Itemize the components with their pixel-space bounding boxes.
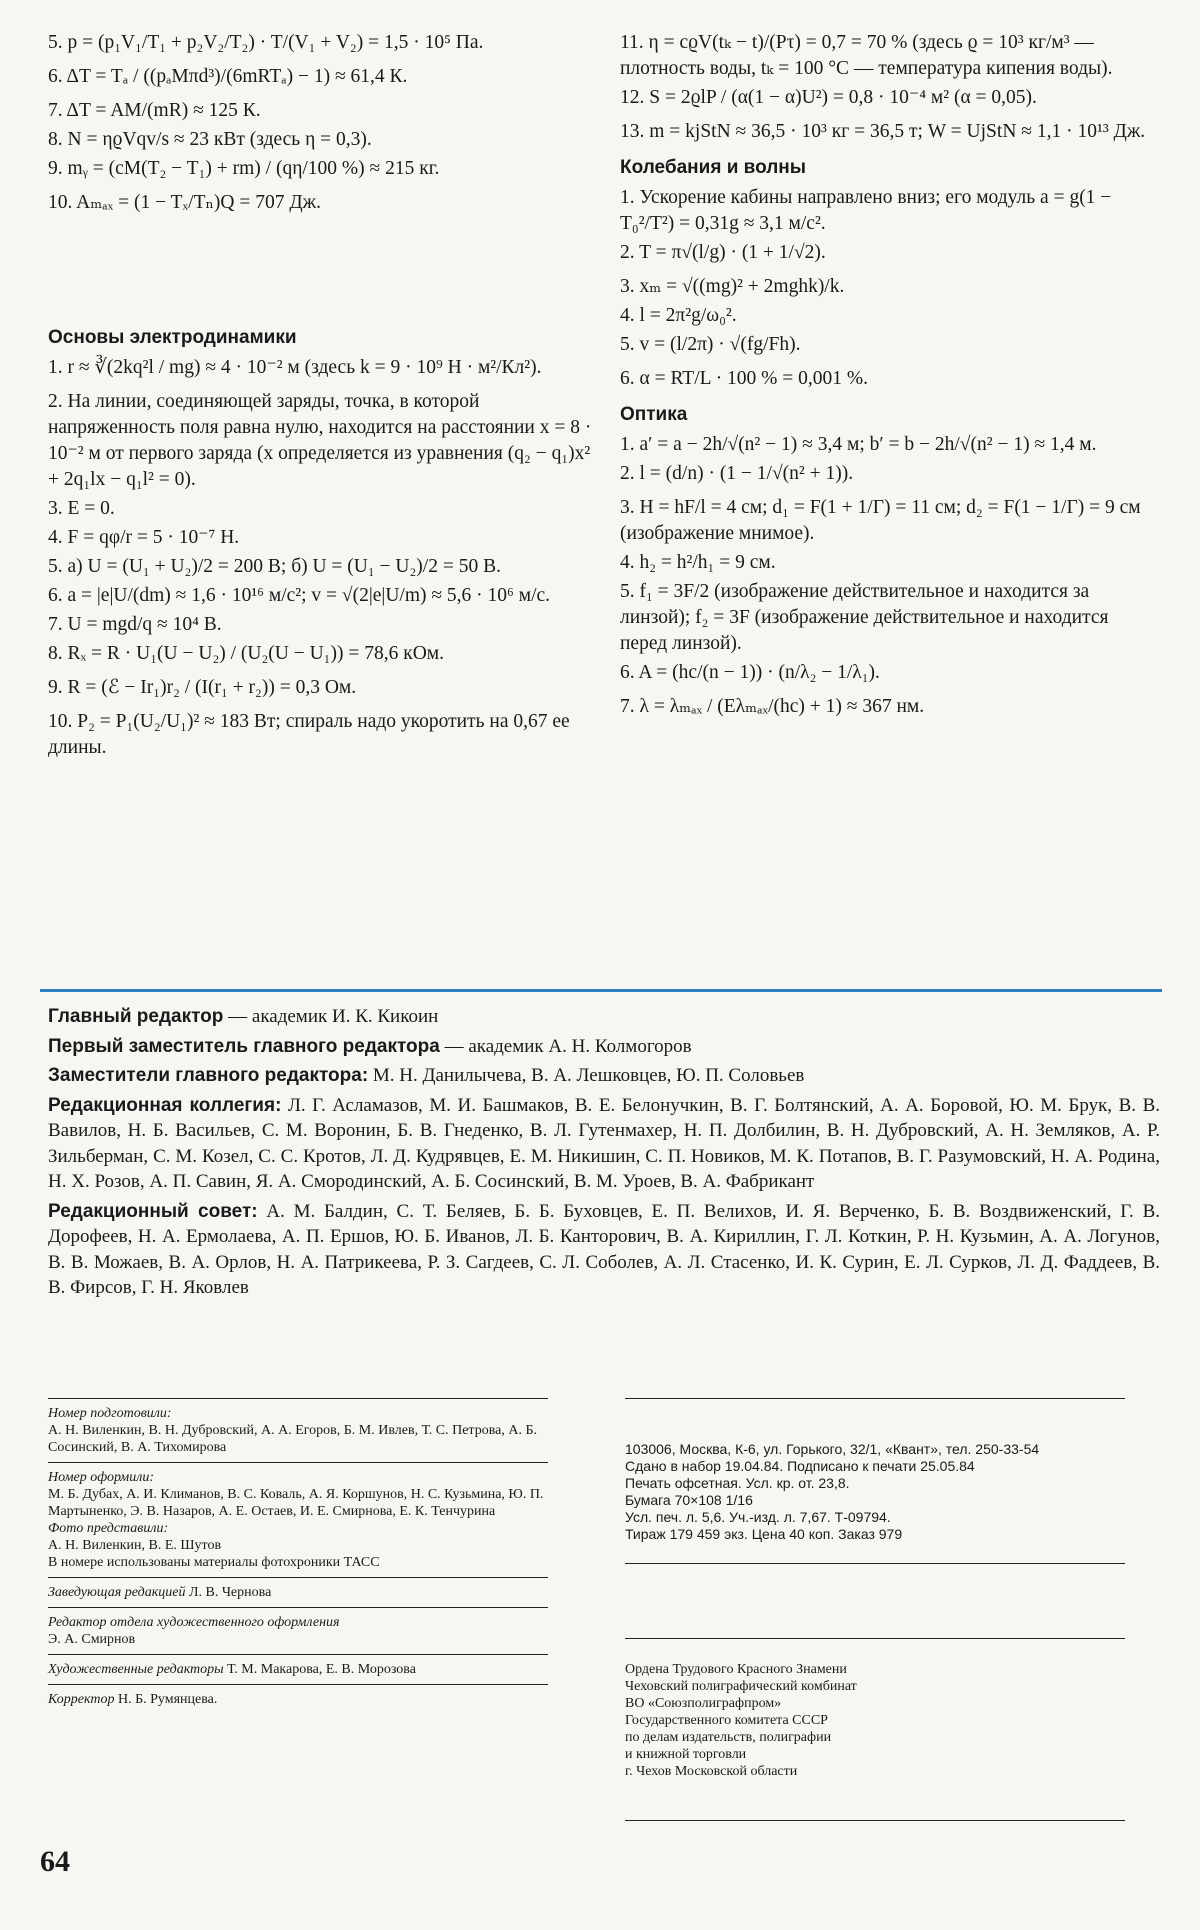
answer-thermo-12: 12. S = 2ϱlP / (α(1 − α)U²) = 0,8 · 10⁻⁴ м² (α = 0,05).	[620, 87, 1037, 108]
credits-prepared	[48, 1398, 548, 1462]
head-value: Л. В. Чернова	[185, 1585, 272, 1600]
answer-optics-6: 6. A = (hc/(n − 1)) · (n/λ₂ − 1/λ₁).	[620, 662, 880, 683]
head-label: Заведующая редакцией	[48, 1585, 186, 1600]
designed-label: Номер оформили:	[48, 1470, 154, 1485]
prepared-label: Номер подготовили:	[48, 1406, 172, 1421]
answer-waves-6: 6. α = RT/L · 100 % = 0,001 %.	[620, 368, 869, 389]
publication-imprint	[625, 1398, 1125, 1564]
imprint-print: Печать офсетная. Усл. кр. от. 23,8.	[625, 1475, 850, 1491]
section-title-optics: Оптика	[620, 404, 688, 425]
editorial-board	[48, 1093, 1160, 1195]
chief-editor-label: Главный редактор	[48, 1006, 224, 1027]
answer-optics-4: 4. h₂ = h²/h₁ = 9 см.	[620, 552, 776, 573]
answer-waves-2: 2. T = π√(l/g) · (1 + 1/√2).	[620, 242, 826, 263]
answer-optics-5: 5. f₁ = 3F/2 (изображение действительное и находится за линзой); f₂ = 3F (изображение действительное и находится перед линзой).	[620, 581, 1109, 654]
corrector-value: Н. Б. Румянцева.	[114, 1692, 218, 1707]
prepared-value: А. Н. Виленкин, В. Н. Дубровский, А. А. Егоров, Б. М. Ивлев, Т. С. Петрова, А. Б. Сосинский, В. А. Тихомирова	[48, 1423, 537, 1455]
section-title-electrodynamics: Основы электродинамики	[48, 327, 297, 348]
printer-line-3: ВО «Союзполиграфпром»	[625, 1696, 782, 1711]
editorial-council-label: Редакционный совет:	[48, 1200, 258, 1222]
answer-electro-5: 5. а) U = (U₁ + U₂)/2 = 200 В; б) U = (U₁ − U₂)/2 = 50 В.	[48, 556, 501, 577]
printer-line-1: Ордена Трудового Красного Знамени	[625, 1662, 847, 1677]
imprint-submitted: Сдано в набор 19.04.84. Подписано к печати 25.05.84	[625, 1458, 975, 1474]
printer-line-2: Чеховский полиграфический комбинат	[625, 1679, 857, 1694]
printer-imprint	[625, 1638, 1125, 1821]
tass-note: В номере использованы материалы фотохроники ТАСС	[48, 1555, 380, 1570]
photo-value: А. Н. Виленкин, В. Е. Шутов	[48, 1538, 222, 1553]
editorial-council	[48, 1199, 1160, 1301]
answer-thermo-6: 6. ΔT = Tₐ / ((pₐMπd³)/(6mRTₐ) − 1) ≈ 61,4 К.	[48, 66, 408, 87]
page-number: 64	[40, 1845, 70, 1878]
credits-art-editors	[48, 1654, 548, 1684]
answer-thermo-11: 11. η = cϱV(tₖ − t)/(Pτ) = 0,7 = 70 % (здесь ϱ = 10³ кг/м³ — плотность воды, tₖ = 100 °C — температура кипения воды).	[620, 32, 1113, 79]
answer-electro-7: 7. U = mgd/q ≈ 10⁴ В.	[48, 614, 222, 635]
imprint-bottom-rule	[625, 1563, 1125, 1564]
answer-waves-4: 4. l = 2π²g/ω₀².	[620, 305, 737, 326]
column-spacer	[48, 219, 603, 315]
answers-right-column	[620, 30, 1160, 723]
printer-bottom-rule	[625, 1820, 1125, 1821]
answer-thermo-7: 7. ΔT = AM/(mR) ≈ 125 К.	[48, 100, 261, 121]
answer-electro-10: 10. P₂ = P₁(U₂/U₁)² ≈ 183 Вт; спираль надо укоротить на 0,67 ее длины.	[48, 711, 570, 758]
first-deputy-line	[48, 1034, 1160, 1060]
answer-waves-3: 3. xₘ = √((mg)² + 2mghk)/k.	[620, 276, 845, 297]
answer-electro-1: 1. r ≈ ∛(2kq²l / mg) ≈ 4 · 10⁻² м (здесь k = 9 · 10⁹ Н · м²/Кл²).	[48, 357, 542, 378]
printer-line-6: и книжной торговли	[625, 1747, 747, 1762]
answer-thermo-13: 13. m = kjStN ≈ 36,5 · 10³ кг = 36,5 т; W = UjStN ≈ 1,1 · 10¹³ Дж.	[620, 121, 1146, 142]
editorial-board-label: Редакционная коллегия:	[48, 1094, 282, 1116]
credits-art-dept	[48, 1607, 548, 1654]
imprint-sheets: Усл. печ. л. 5,6. Уч.-изд. л. 7,67. Т-09794.	[625, 1509, 891, 1525]
answer-waves-5: 5. v = (l/2π) · √(fg/Fh).	[620, 334, 801, 355]
answers-left-column	[48, 30, 603, 764]
answer-optics-7: 7. λ = λₘₐₓ / (Eλₘₐₓ/(hc) + 1) ≈ 367 нм.	[620, 696, 925, 717]
editorial-board-value: Л. Г. Асламазов, М. И. Башмаков, В. Е. Белонучкин, В. Г. Болтянский, А. А. Боровой, Ю. М. Брук, В. В. Вавилов, Н. Б. Васильев, С. М. Воронин, Б. В. Гнеденко, В. Л. Гутенмахер, Н. П. Долбилин, В. Н. Дубровский, А. Н. Земляков, А. Р. Зильберман, С. М. Козел, С. С. Кротов, Л. Д. Кудрявцев, Е. М. Никишин, С. П. Новиков, М. К. Потапов, В. Г. Разумовский, Н. А. Родина, Н. Х. Розов, А. П. Савин, Я. А. Смородинский, А. Б. Сосинский, В. М. Уроев, В. А. Фабрикант	[48, 1094, 1160, 1192]
imprint-paper: Бумага 70×108 1/16	[625, 1492, 753, 1508]
chief-editor-line	[48, 1004, 1160, 1030]
imprint-run: Тираж 179 459 экз. Цена 40 коп. Заказ 979	[625, 1526, 903, 1542]
deputies-label: Заместители главного редактора:	[48, 1065, 369, 1086]
answer-electro-8: 8. Rₓ = R · U₁(U − U₂) / (U₂(U − U₁)) = 78,6 кОм.	[48, 643, 444, 664]
printer-line-7: г. Чехов Московской области	[625, 1764, 798, 1779]
imprint-address: 103006, Москва, К-6, ул. Горького, 32/1, «Квант», тел. 250-33-54	[625, 1441, 1040, 1457]
deputies-line	[48, 1063, 1160, 1089]
editorial-council-value: А. М. Балдин, С. Т. Беляев, Б. Б. Буховцев, Е. П. Велихов, И. Я. Верченко, Б. В. Воздвиженский, Г. В. Дорофеев, Н. А. Ермолаева, А. П. Ершов, Ю. Б. Иванов, Л. Б. Канторович, В. А. Кириллин, Г. Л. Коткин, Р. Н. Кузьмин, А. А. Логунов, В. В. Можаев, В. А. Орлов, Н. А. Патрикеева, Р. З. Сагдеев, С. Л. Соболев, А. Л. Стасенко, И. К. Сурин, Е. Л. Сурков, Л. Д. Фаддеев, В. В. Фирсов, Г. Н. Яковлев	[48, 1200, 1160, 1298]
printer-line-4: Государственного комитета СССР	[625, 1713, 828, 1728]
answer-optics-3: 3. H = hF/l = 4 см; d₁ = F(1 + 1/Γ) = 11 см; d₂ = F(1 − 1/Γ) = 9 см (изображение мнимое).	[620, 497, 1141, 544]
issue-credits	[48, 1398, 548, 1714]
answer-optics-1: 1. a′ = a − 2h/√(n² − 1) ≈ 3,4 м; b′ = b − 2h/√(n² − 1) ≈ 1,4 м.	[620, 434, 1097, 455]
blue-divider	[40, 989, 1162, 992]
answer-thermo-10: 10. Aₘₐₓ = (1 − Tₓ/Tₙ)Q = 707 Дж.	[48, 192, 322, 213]
credits-designed	[48, 1462, 548, 1577]
answer-electro-4: 4. F = qφ/r = 5 · 10⁻⁷ Н.	[48, 527, 240, 548]
art-dept-value: Э. А. Смирнов	[48, 1632, 136, 1647]
section-title-waves: Колебания и волны	[620, 157, 806, 178]
answer-thermo-9: 9. mᵧ = (cM(T₂ − T₁) + rm) / (qη/100 %) ≈ 215 кг.	[48, 158, 440, 179]
answer-waves-1: 1. Ускорение кабины направлено вниз; его модуль a = g(1 − T₀²/T²) = 0,31g ≈ 3,1 м/с².	[620, 187, 1112, 234]
editorial-staff	[48, 1004, 1160, 1305]
answer-thermo-8: 8. N = ηϱVqv/s ≈ 23 кВт (здесь η = 0,3).	[48, 129, 372, 150]
answer-optics-2: 2. l = (d/n) · (1 − 1/√(n² + 1)).	[620, 463, 854, 484]
answer-electro-2: 2. На линии, соединяющей заряды, точка, в которой напряженность поля равна нулю, находится на расстоянии x = 8 · 10⁻² м от первого заряда (x определяется из уравнения (q₂ − q₁)x² + 2q₁lx − q₁l² = 0).	[48, 391, 592, 490]
art-editors-label: Художественные редакторы	[48, 1662, 224, 1677]
printer-line-5: по делам издательств, полиграфии	[625, 1730, 832, 1745]
answer-electro-3: 3. E = 0.	[48, 498, 115, 519]
credits-corrector	[48, 1684, 548, 1714]
photo-label: Фото представили:	[48, 1521, 169, 1536]
art-editors-value: Т. М. Макарова, Е. В. Морозова	[223, 1662, 416, 1677]
answer-electro-9: 9. R = (ℰ − Ir₁)r₂ / (I(r₁ + r₂)) = 0,3 Ом.	[48, 677, 357, 698]
credits-head	[48, 1577, 548, 1607]
chief-editor-value: — академик И. К. Кикоин	[223, 1006, 439, 1027]
corrector-label: Корректор	[48, 1692, 115, 1707]
answer-thermo-5: 5. p = (p₁V₁/T₁ + p₂V₂/T₂) · T/(V₁ + V₂) = 1,5 · 10⁵ Па.	[48, 32, 484, 53]
first-deputy-label: Первый заместитель главного редактора	[48, 1035, 440, 1057]
deputies-value: М. Н. Данилычева, В. А. Лешковцев, Ю. П. Соловьев	[368, 1065, 805, 1086]
first-deputy-value: — академик А. Н. Колмогоров	[439, 1035, 692, 1057]
art-dept-label: Редактор отдела художественного оформления	[48, 1615, 340, 1630]
answer-electro-6: 6. a = |e|U/(dm) ≈ 1,6 · 10¹⁶ м/с²; v = √(2|e|U/m) ≈ 5,6 · 10⁶ м/с.	[48, 585, 551, 606]
designed-value: М. Б. Дубах, А. И. Климанов, В. С. Коваль, А. Я. Коршунов, Н. С. Кузьмина, Ю. П. Мартыненко, Э. В. Назаров, А. Е. Остаев, И. Е. Смирнова, Е. К. Тенчурина	[48, 1487, 544, 1519]
